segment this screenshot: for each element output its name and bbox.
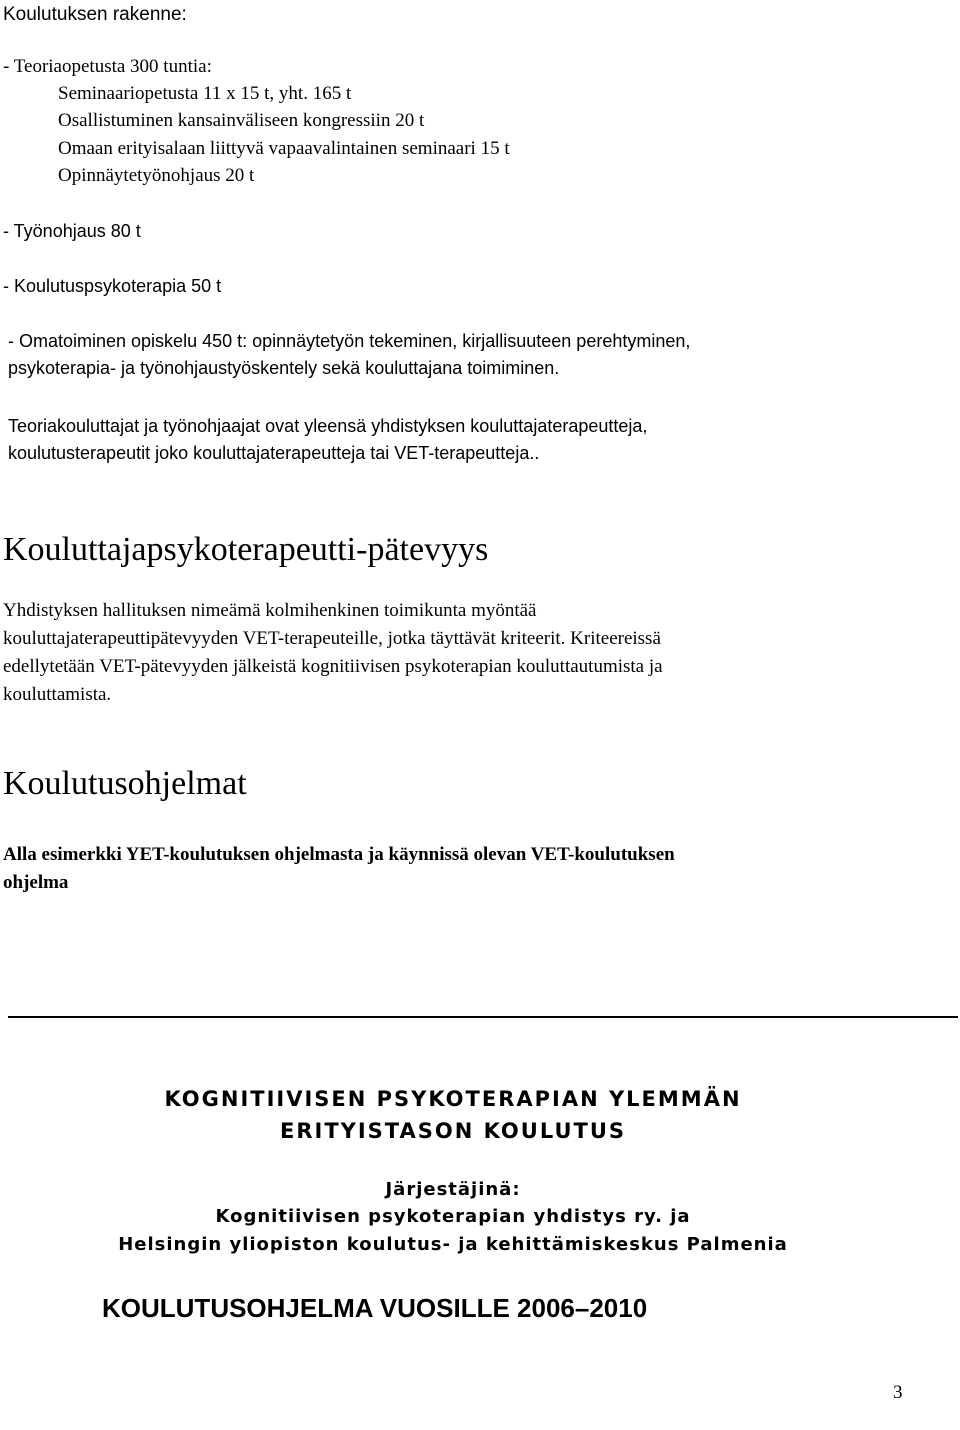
theory-subitem: Omaan erityisalaan liittyvä vapaavalintainen seminaari 15 t [58, 138, 510, 159]
page-number: 3 [893, 1382, 903, 1403]
supervision-item: - Työnohjaus 80 t [3, 221, 141, 241]
teachers-paragraph-line: koulutusterapeutit joko kouluttajaterapeutteja tai VET-terapeutteja.. [8, 443, 540, 463]
self-study-line: - Omatoiminen opiskelu 450 t: opinnäytetyön tekeminen, kirjallisuuteen perehtyminen, [8, 331, 691, 351]
theory-subitem: Osallistuminen kansainväliseen kongressiin 20 t [58, 110, 425, 131]
teachers-paragraph-line: Teoriakouluttajat ja työnohjaajat ovat yleensä yhdistyksen kouluttajaterapeutteja, [8, 416, 648, 436]
programs-heading: Koulutusohjelmat [3, 765, 247, 802]
program-years-title: KOULUTUSOHJELMA VUOSILLE 2006–2010 [102, 1293, 648, 1323]
theory-subitem: Seminaariopetusta 11 x 15 t, yht. 165 t [58, 83, 352, 104]
organizers-label: Järjestäjinä: [385, 1179, 521, 1200]
self-study-line: psykoterapia- ja työnohjaustyöskentely sekä kouluttajana toimiminen. [8, 358, 560, 378]
trainer-paragraph-line: kouluttajaterapeuttipätevyyden VET-terapeuteille, jotka täyttävät kriteerit. Kriteereissä [3, 628, 661, 649]
organizer-line: Kognitiivisen psykoterapian yhdistys ry. ja [215, 1206, 691, 1227]
trainer-qualification-heading: Kouluttajapsykoterapeutti-pätevyys [3, 531, 489, 568]
training-therapy-item: - Koulutuspsykoterapia 50 t [3, 276, 222, 296]
programs-intro-line: Alla esimerkki YET-koulutuksen ohjelmasta ja käynnissä olevan VET-koulutuksen [3, 844, 675, 865]
programs-intro-line: ohjelma [3, 872, 69, 893]
theory-hours-item: - Teoriaopetusta 300 tuntia: [3, 56, 212, 77]
program-header-title-line: KOGNITIIVISEN PSYKOTERAPIAN YLEMMÄN [164, 1087, 742, 1111]
trainer-paragraph-line: edellytetään VET-pätevyyden jälkeistä kognitiivisen psykoterapian kouluttautumista ja [3, 656, 663, 677]
organizer-line: Helsingin yliopiston koulutus- ja kehittämiskeskus Palmenia [118, 1234, 788, 1255]
program-header-title-line: ERITYISTASON KOULUTUS [279, 1119, 627, 1143]
theory-subitem: Opinnäytetyönohjaus 20 t [58, 165, 255, 186]
trainer-paragraph-line: kouluttamista. [3, 684, 112, 705]
trainer-paragraph-line: Yhdistyksen hallituksen nimeämä kolmihenkinen toimikunta myöntää [3, 600, 537, 621]
horizontal-divider [8, 1016, 958, 1018]
section-title-structure: Koulutuksen rakenne: [3, 4, 187, 25]
